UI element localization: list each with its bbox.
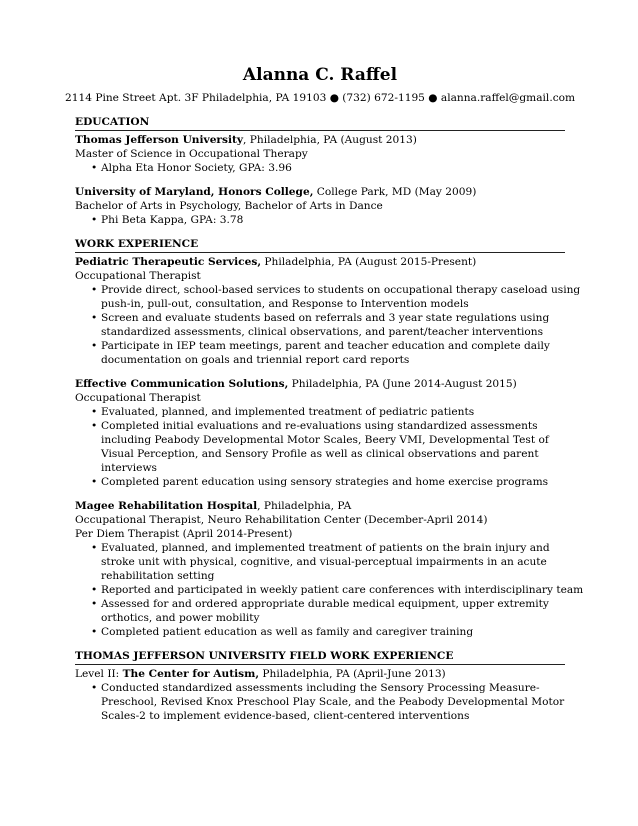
bullet-text-line: Alpha Eta Honor Society, GPA: 3.96 [101,162,292,174]
candidate-name: Alanna C. Raffel [242,65,398,85]
bullet-item [75,597,565,625]
entry-heading [75,499,565,513]
bullet-text-line: Reported and participated in weekly patient care conferences with interdisciplinary team [101,584,584,596]
bullet-icon: • [91,406,98,418]
bullet-list [75,405,565,489]
experience-entry [75,133,565,175]
bullet-item [75,541,565,583]
entry-role: Occupational Therapist [75,270,201,282]
entry-heading [75,255,565,269]
bullet-icon: • [91,312,98,324]
entry-organization: Pediatric Therapeutic Services, [75,256,262,268]
entry-organization: Magee Rehabilitation Hospital [75,500,258,512]
entry-prefix: Level II: [75,668,123,680]
section-title: WORK EXPERIENCE [75,237,565,253]
entry-location-date: College Park, MD (May 2009) [313,186,477,198]
bullet-item [75,283,581,311]
entry-heading [75,185,565,199]
bullet-text-line: Completed initial evaluations and re-evaluations using standardized assessments [101,420,538,432]
bullet-text-line: Provide direct, school-based services to students on occupational therapy caseload using [101,284,581,296]
bullet-icon: • [91,420,98,432]
bullet-list [75,283,581,367]
bullet-icon: • [91,584,98,596]
experience-entry [75,185,565,227]
bullet-text-line: Conducted standardized assessments including the Sensory Processing Measure- [101,682,540,694]
entry-role: Per Diem Therapist (April 2014-Present) [75,528,293,540]
bullet-text-line: Evaluated, planned, and implemented treatment of pediatric patients [101,406,475,418]
bullet-item [75,311,565,339]
bullet-item [75,405,565,419]
entry-organization: The Center for Autism, [122,668,260,680]
entry-role: Master of Science in Occupational Therapy [75,148,308,160]
bullet-item [75,213,565,227]
bullet-icon: • [91,162,98,174]
bullet-item [75,339,565,367]
contact-line: 2114 Pine Street Apt. 3F Philadelphia, PA 19103 ● (732) 672-1195 ● alanna.raffel@gmail.com [65,92,576,104]
bullet-icon: • [91,542,98,554]
bullet-list [75,213,565,227]
bullet-icon: • [91,476,98,488]
bullet-list [75,681,565,723]
entry-location-date: Philadelphia, PA (August 2015-Present) [261,256,477,268]
entry-location-date: , Philadelphia, PA [257,500,352,512]
bullet-icon: • [91,626,98,638]
bullet-item [75,419,565,475]
entry-role: Occupational Therapist, Neuro Rehabilitation Center (December-April 2014) [75,514,488,526]
bullet-icon: • [91,598,98,610]
bullet-text-line: Visual Perception, and Sensory Profile as well as clinical observations and parent [101,448,539,460]
resume-section [75,649,565,723]
experience-entry [75,255,581,367]
bullet-text-line: Assessed for and ordered appropriate durable medical equipment, upper extremity [101,598,549,610]
entry-location-date: Philadelphia, PA (April-June 2013) [259,668,446,680]
bullet-text-line: Scales-2 to implement evidence-based, client-centered interventions [101,710,470,722]
bullet-text-line: orthotics, and power mobility [101,612,260,624]
bullet-text-line: documentation on goals and triennial report card reports [101,354,410,366]
entry-role: Bachelor of Arts in Psychology, Bachelor of Arts in Dance [75,200,383,212]
entry-heading [75,133,565,147]
bullet-text-line: Phi Beta Kappa, GPA: 3.78 [101,214,244,226]
bullet-text-line: Preschool, Revised Knox Preschool Play Scale, and the Peabody Developmental Motor [101,696,565,708]
experience-entry [75,377,565,489]
experience-entry [75,667,565,723]
bullet-text-line: Evaluated, planned, and implemented treatment of patients on the brain injury and [101,542,550,554]
bullet-list [75,541,584,639]
entry-organization: Effective Communication Solutions, [75,378,289,390]
bullet-text-line: standardized assessments, clinical observations, and parent/teacher interventions [101,326,544,338]
entry-location-date: Philadelphia, PA (June 2014-August 2015) [288,378,517,390]
bullet-item [75,625,565,639]
bullet-icon: • [91,284,98,296]
experience-entry [75,499,584,639]
bullet-text-line: Screen and evaluate students based on referrals and 3 year state regulations using [101,312,550,324]
bullet-text-line: including Peabody Developmental Motor Scales, Beery VMI, Developmental Test of [101,434,549,446]
bullet-icon: • [91,682,98,694]
entry-heading [75,667,565,681]
resume-section [75,115,565,227]
bullet-text-line: interviews [101,462,157,474]
entry-heading [75,377,565,391]
bullet-icon: • [91,214,98,226]
entry-organization: University of Maryland, Honors College, [75,186,314,198]
bullet-text-line: Completed patient education as well as family and caregiver training [101,626,474,638]
section-title: THOMAS JEFFERSON UNIVERSITY FIELD WORK EXPERIENCE [75,649,565,665]
bullet-text-line: Completed parent education using sensory strategies and home exercise programs [101,476,549,488]
resume-sections [75,115,584,723]
entry-role: Occupational Therapist [75,392,201,404]
bullet-item [75,161,565,175]
bullet-text-line: push-in, pull-out, consultation, and Response to Intervention models [101,298,469,310]
section-title: EDUCATION [75,115,565,131]
bullet-item [75,681,565,723]
bullet-item [75,475,565,489]
bullet-icon: • [91,340,98,352]
bullet-text-line: stroke unit with physical, cognitive, and visual-perceptual impairments in an acute [101,556,547,568]
bullet-text-line: rehabilitation setting [101,570,215,582]
bullet-item [75,583,584,597]
resume-section [75,237,584,639]
entry-location-date: , Philadelphia, PA (August 2013) [243,134,417,146]
bullet-list [75,161,565,175]
entry-organization: Thomas Jefferson University [75,134,244,146]
resume-document [65,64,584,723]
bullet-text-line: Participate in IEP team meetings, parent and teacher education and complete daily [101,340,550,352]
